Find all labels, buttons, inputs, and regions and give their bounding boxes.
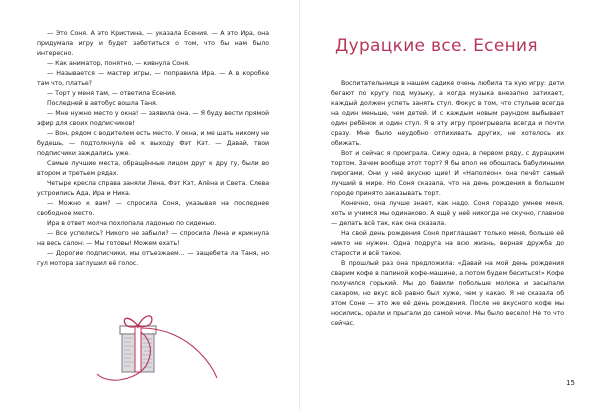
paragraph: — Это Соня. А это Кристина, — указала Есения. — А это Ира, она придумала игру и будет заботиться о том, что бы нам было интересно. — [37, 30, 269, 57]
chapter-title: Дурацкие все. Есения — [335, 36, 538, 56]
paragraph: Вот и сейчас я проиграла. Сижу одна, в первом ряду, с дурацким тортом. Зачем вообще этот торт? Я бы впол не обошлась бабулиными пирогами. Они у неё вкусню щие! И «Наполеон» она печёт самый лучший в мире. Но Соня сказала, что на день рождения в большом городе принято заказывать торт. — [331, 150, 564, 197]
paragraph: — Мне нужно место у окна! — заявила она. — Я буду вести прямой эфир для своих подписчиков! — [37, 110, 269, 127]
paragraph: Ира в ответ молча похлопала ладонью по сиденью. — [47, 220, 217, 227]
paragraph: — Все успелись? Никого не забыли? — спросила Лена и крикнула на весь салон: — Мы готовы! Можем ехать! — [37, 230, 269, 247]
paragraph: Воспитательница в нашем садике очень любила та кую игру: дети бегают по кругу под музыку, а когда музыка внезапно затихает, каждый должен успеть занять стул. Фокус в том, что стульев всегда на один меньше, чем детей. И с каждым новым раундом выбывает один ребёнок и один стул. Я в эту игру проигрывала всегда и почти сразу. Мне было неудобно отпихивать других, не хотелось их обижать. — [331, 80, 564, 147]
right-page-text — [331, 79, 564, 329]
page-number: 15 — [566, 379, 575, 387]
paragraph: В прошлый раз она предложила: «Давай на мой день рождения сварим кофе в папиной кофе-машине, а потом будем беситься!» Кофе получился горький. Мы до бавили побольше молока и засыпали сахаром, но вкус всё равно был хуже, чем у какао. Я не сказала об этом Соне — это же её день рождения. После не вкусного кофе мы носились, орали и прыгали до самой ночи. Мы было весело! Не то что сейчас. — [331, 260, 564, 327]
paragraph: Самые лучшие места, обращённые лицом друг к дру гу, были во втором и третьем рядах. — [37, 160, 269, 177]
paragraph: Последней в автобус вошла Таня. — [47, 100, 158, 107]
left-page-text — [37, 29, 269, 269]
paragraph: — Называется — мастер игры, — поправила Ира. — А в коробке там что, платье? — [37, 70, 269, 87]
paragraph: — Вон, рядом с водителем есть место. У окна, и ме шать никому не будешь, — подтолкнула её к выходу Фэт Кэт. — Давай, твои подписчики заждались уже. — [37, 130, 269, 157]
gift-box-with-ribbon-icon — [95, 298, 220, 386]
paragraph: Конечно, она лучше знает, как надо. Соня гораздо умнее меня, хоть и учимся мы одинаково. А ещё у неё никогда не скучно, главное — делать всё так, как она сказала. — [331, 200, 564, 227]
paragraph: — Как аниматор, понятно, — кивнула Соня. — [47, 60, 190, 67]
paragraph: На свой день рождения Соня приглашает только меня, больше её никто не нужен. Одна подруга на всю жизнь, верная дружба до старости и всё такое. — [331, 230, 564, 257]
paragraph: — Дорогие подписчики, мы отъезжаем... — защебета ла Таня, но гул мотора заглушил её голос. — [37, 250, 269, 267]
paragraph: Четыре кресла справа заняли Лена, Фэт Кэт, Алёна и Света. Слева устроились Ада, Ира и Ника. — [37, 180, 269, 197]
paragraph: — Торт у меня там, — ответила Есения. — [47, 90, 177, 97]
paragraph: — Можно к вам? — спросила Соня, указывая на последнее свободное место. — [37, 200, 269, 217]
